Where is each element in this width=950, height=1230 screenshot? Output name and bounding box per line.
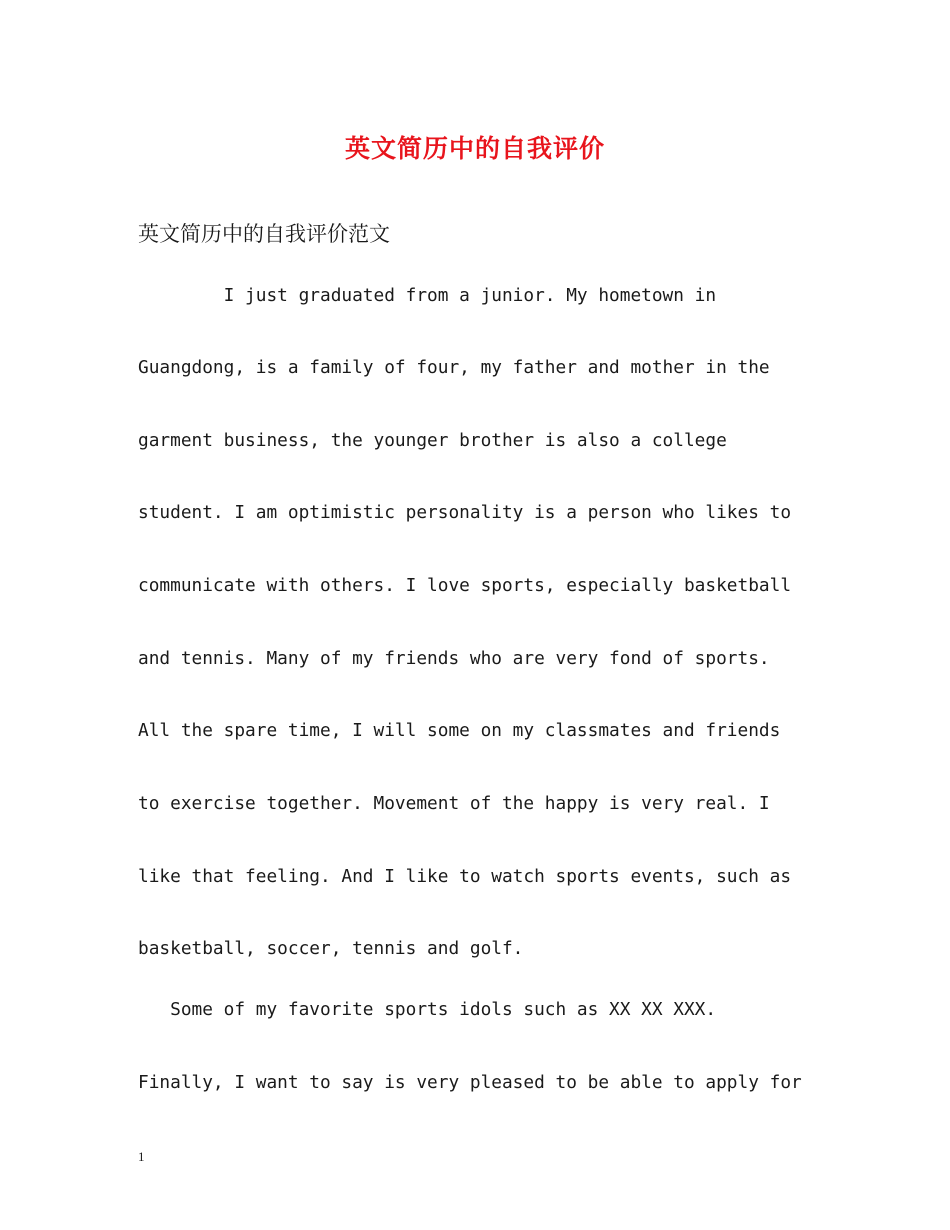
body-line: communicate with others. I love sports, especially basketball bbox=[138, 575, 792, 596]
body-line: like that feeling. And I like to watch sports events, such as bbox=[138, 866, 792, 887]
body-line: Some of my favorite sports idols such as XX XX XXX. bbox=[138, 999, 717, 1020]
body-line: student. I am optimistic personality is a person who likes to bbox=[138, 502, 792, 523]
document-title: 英文简历中的自我评价 bbox=[344, 134, 605, 163]
body-line: Finally, I want to say is very pleased to be able to apply for bbox=[138, 1072, 802, 1093]
body-line: garment business, the younger brother is also a college bbox=[138, 430, 727, 451]
body-line: Guangdong, is a family of four, my father and mother in the bbox=[138, 357, 770, 378]
body-line: I just graduated from a junior. My hometown in bbox=[138, 285, 717, 306]
body-line: to exercise together. Movement of the happy is very real. I bbox=[138, 793, 770, 814]
body-line: All the spare time, I will some on my classmates and friends bbox=[138, 720, 781, 741]
body-line: basketball, soccer, tennis and golf. bbox=[138, 938, 524, 959]
body-line: and tennis. Many of my friends who are very fond of sports. bbox=[138, 648, 770, 669]
page-number: 1 bbox=[138, 1149, 145, 1164]
document-subtitle: 英文简历中的自我评价范文 bbox=[138, 222, 390, 246]
